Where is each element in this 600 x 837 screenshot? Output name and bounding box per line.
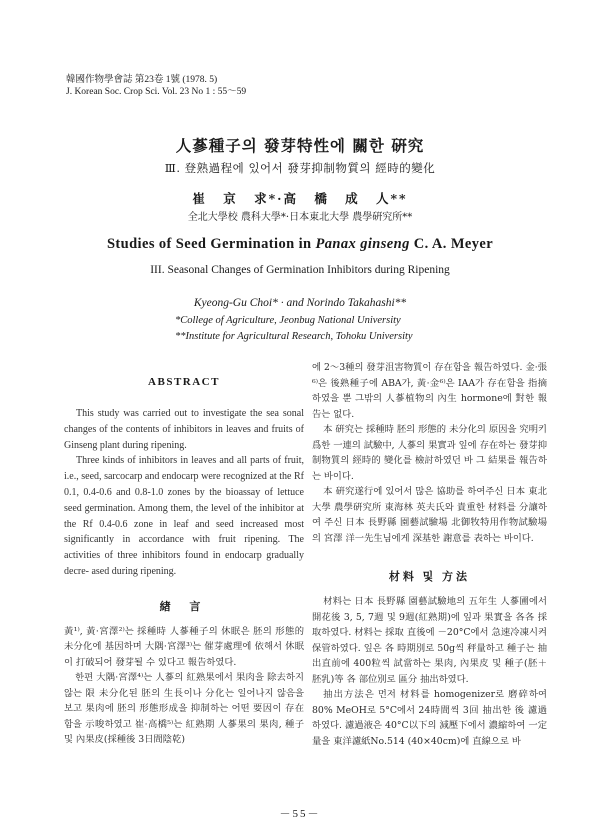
methods-paragraph-2: 抽出方法은 먼저 材料를 homogenizer로 磨碎하여 80% MeOH로 5°C에서 24時間씩 3回 抽出한 後 濾過하였다. 濾過液은 40°C以下의 減壓下에서 濃縮하여 一定量을 東洋濾紙No.514 (40×40cm)에 直線으로 바 — [312, 689, 547, 747]
affiliations-ko: 全北大學校 農科大學*·日本東北大學 農學硏究所** — [187, 212, 413, 223]
journal-citation — [66, 74, 246, 98]
title-en-species: Panax ginseng — [315, 236, 410, 252]
intro-heading: 緖 言 — [159, 600, 209, 613]
authors-en: Kyeong-Gu Choi* · and Norindo Takahashi** — [193, 297, 407, 309]
paper-subtitle-en: III. Seasonal Changes of Germination Inhibitors during Ripening — [150, 264, 450, 276]
right-paragraph-1: 에 2～3種의 發芽沮害物質이 存在함을 報告하였다. 金·張⁶⁾은 後熟種子에 ABA가, 黃·金⁶⁾은 IAA가 存在함을 指摘하였을 뿐 그밖의 人蔘植物의 內生 hormone에 對한 報告는 없다. — [312, 362, 547, 420]
page-number: －55－ — [279, 808, 321, 820]
right-paragraph-2: 本 硏究는 採種時 胚의 形態的 未分化의 原因을 究明키 爲한 一連의 試驗中, 人蔘의 果實과 잎에 存在하는 發芽抑制物質의 經時的 變化를 檢討하였던 바 그 結果를 報告하는 바이다. — [312, 424, 547, 482]
intro-paragraph-1: 黃¹⁾, 黃·宮澤²⁾는 採種時 人蔘種子의 休眠은 胚의 形態的 未分化에 基因하며 大隅·宮澤³⁾는 催芽處理에 依해서 休眠이 打破되어 發芽될 수 있다고 報告하였다. — [64, 625, 304, 668]
affiliation-en-1: *College of Agriculture, Jeonbug National University — [175, 315, 401, 326]
paper-title-ko: 人蔘種子의 發芽特性에 關한 硏究 — [175, 136, 425, 155]
journal-citation-ko: 韓國作物學會誌 第23卷 1號 (1978. 5) — [66, 75, 218, 85]
affiliations-en — [175, 313, 413, 345]
methods-heading: 材料 및 方法 — [388, 571, 471, 583]
right-column — [312, 360, 547, 749]
authors-ko: 崔 京 求*·高 橋 成 人** — [192, 191, 408, 206]
acknowledgement-paragraph: 本 硏究遂行에 있어서 많은 協助를 하여주신 日本 東北大學 農學硏究所 東海林 英夫氏와 貴重한 材料를 分讓하여 주신 日本 長野縣 園藝試驗場 北御牧特用作物試驗場의 宮澤 洋一先生님에게 深基한 謝意를 表하는 바이다. — [312, 486, 547, 544]
intro-paragraph-2: 한편 大隅·宮澤⁴⁾는 人蔘의 紅熟果에서 果肉을 除去하지 않는 限 未分化된 胚의 生長이나 分化는 일어나지 않음을 보고 果肉에 胚의 形態形成을 抑制하는 어떤 要因이 存在함을 示唆하였고 崔·高橋⁵⁾는 紅熟期 人蔘果의 果肉, 種子 및 內果皮(採種後 3日間陰乾) — [64, 672, 304, 746]
abstract-paragraph-2: Three kinds of inhibitors in leaves and all parts of fruit, i.e., seed, sarcocarp and endocarp were recognized at the Rf 0.1, 0.4-0.6 and 0.8-1.0 zones by the bioassay of lettuce seed germination. Among them, the level of the inhibitor at the Rf 0.4-0.6 zone in leaf and seed increased most significantly in accordance with fruit ripening. The activities of three inhibitors found in endocarp gradually decre- ased during ripening. — [64, 455, 304, 577]
journal-citation-en: J. Korean Soc. Crop Sci. Vol. 23 No 1 : 55～59 — [66, 87, 247, 97]
left-column — [64, 376, 304, 748]
methods-paragraph-1: 材料는 日本 長野縣 園藝試驗地의 五年生 人蔘圃에서 開花後 3, 5, 7週 및 9週(紅熟期)에 잎과 果實을 各各 採取하였다. 材料는 採取 直後에 －20°C에서 急速冷凍시켜 保管하였다. 잎은 各 時期別로 50g씩 秤量하고 種子는 抽出直前에 400粒씩 試當하는 果肉, 內果皮 및 種子(胚＋胚乳)等 各 部位別로 區分 抽出하였다. — [312, 596, 547, 685]
abstract-heading: ABSTRACT — [148, 376, 220, 388]
paper-title-en — [0, 236, 600, 253]
title-en-prefix: Studies of Seed Germination in — [106, 236, 316, 252]
affiliation-en-2: **Institute for Agricultural Research, Tohoku University — [175, 331, 413, 342]
title-en-suffix: C. A. Meyer — [409, 236, 494, 252]
abstract-paragraph-1: This study was carried out to investigate the sea sonal changes of the contents of inhibitors in leaves and fruits of Ginseng plant during ripening. — [64, 408, 304, 451]
paper-subtitle-ko: Ⅲ. 登熟過程에 있어서 發芽抑制物質의 經時的變化 — [164, 161, 436, 175]
